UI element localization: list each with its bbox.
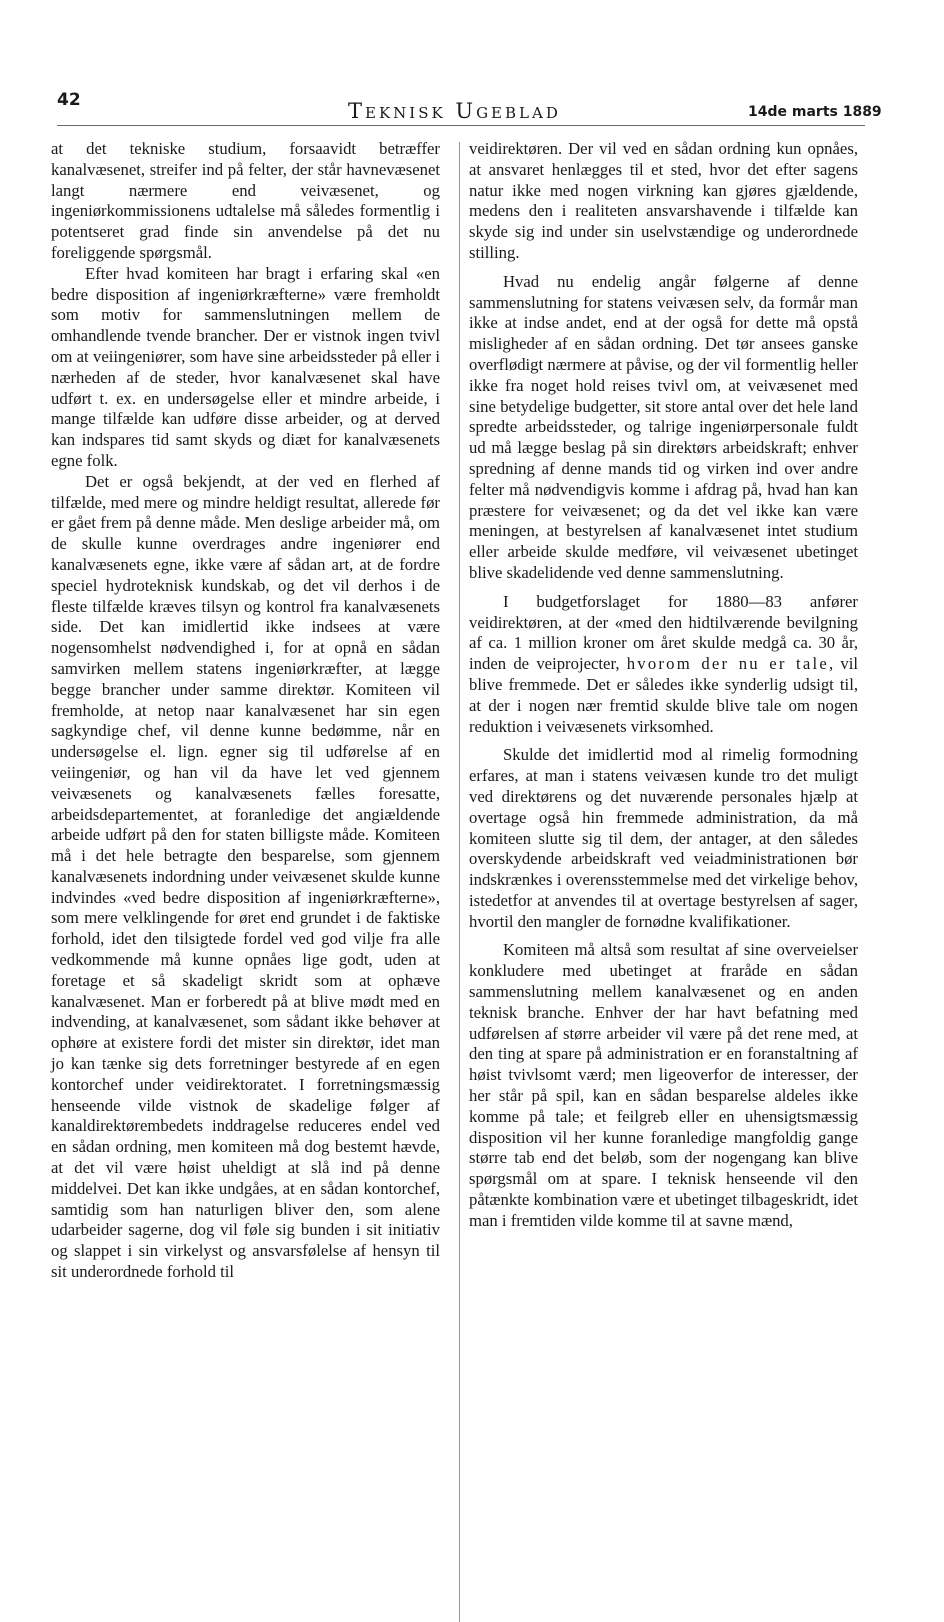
left-paragraph-1: at det tekniske studium, forsaavidt betræffer kanalvæsenet, streifer ind på felter, der står havnevæsenet langt nærmere end veivæsenet, og ingeniørkommissionens udtalelse må således formentlig i potentseret grad finde sin anvendelse på det nu foreliggende spørgsmål. (51, 139, 440, 262)
right-paragraph-1: veidirektøren. Der vil ved en sådan ordning kun opnåes, at ansvaret henlægges til et sted, hvor det efter sagens natur ikke med nogen virkning kan gjøres gjældende, medens den i realiteten ansvarshavende i tilfælde kan skyde sig ind under sin uselvstændige og underordnede stilling. (469, 139, 858, 262)
left-column (51, 139, 440, 1283)
right-column (469, 139, 858, 1232)
issue-date: 14de marts 1889 (748, 104, 882, 120)
left-paragraph-3: Det er også bekjendt, at der ved en flerhed af tilfælde, med mere og mindre heldigt resultat, allerede før er gået frem på denne måde. Men deslige arbeider må, om de skulle kunne overdrages andre ingeniører end kanalvæsenets egne, ikke være af sådan art, at de fordre speciel hydroteknisk kundskab, og det vil derhos i de fleste tilfælde kræves tilsyn og kontrol fra kanalvæsenets side. Det kan imidlertid ikke indsees at være nogensomhelst nødvendighed i, for at opnå en sådan samvirken mellem statens ingeniørkræfter, at lægge begge brancher under samme direktør. Komiteen vil fremholde, at netop naar kanalvæsenet har sin egen sagkyndige chef, vil denne kunne bedømme, når en undersøgelse el. lign. egner sig til udførelse af en veiingeniør, og han vil da have let ved gjennem veivæsenets og kanalvæsenets fælles foresatte, arbeidsdepartementet, at foranledige det angiældende arbeide udført på den for staten billigste måde. Komiteen må i det hele betragte den besparelse, som gjennem kanalvæsenets indordning under veivæsenet skulde kunne indvindes «ved bedre disposition af ingeniørkræfterne», som mere velklingende for øret end grundet i de faktiske forhold, idet den tilsigtede fordel ved god vilje fra alle vedkommende må kunne opnåes lige godt, uden at foretage et så skadeligt skridt som at ophæve kanalvæsenet. Man er forberedt på at blive mødt med en indvending, at kanalvæsenet, som sådant ikke behøver at ophøre at existere fordi det mister sin direktør, idet man jo kan tænke sig dets forretninger bestyrede af en egen kontorchef under veidirektoratet. I forretningsmæssig henseende vilde vistnok de skadelige følger af kanaldirektørembedets inddragelse reduceres endel ved en sådan ordning, men komiteen må dog bestemt hævde, at det vil være høist uheldigt at slå ind på denne middelvei. Det kan ikke undgåes, at en sådan kontorchef, samtidig som han naturligen bliver den, som alene udarbeider sagerne, dog vil føle sig bunden i sit initiativ og slappet i sin virkelyst og ansvarsfølelse af hensyn til sit underordnede forhold til (51, 471, 440, 1282)
right-paragraph-4: Skulde det imidlertid mod al rimelig formodning erfares, at man i statens veivæsen kunde tro det muligt ved direktørens og det nuværende personales hjælp at overtage også hin fremmede administration, da må komiteen slutte sig til dem, der antager, at den således overskydende arbeidskraft ved veiadministrationen bør indskrænkes i overensstemmelse med det virkelige behov, istedetfor at anvendes til at overtage bestyrelsen af sager, hvortil den mangler de fornødne kvalifikationer. (469, 745, 858, 931)
header-rule (57, 125, 865, 126)
right-paragraph-2: Hvad nu endelig angår følgerne af denne sammenslutning for statens veivæsen selv, da formår man ikke at indse andet, end at der også for dette må opstå misligheder af en sådan ordning. Det tør ansees ganske overflødigt nærmere at påvise, og der vil formentlig heller ikke fra noget hold reises tvivl om, at veivæsenet med sine betydelige budgetter, sit store antal over det hele land spredte arbeidssteder, og talrige ingeniørpersonale fuldt ud må lægge beslag på sin direktørs arbeidskraft; enhver spredning af denne mands tid og virken ind over andre felter må nødvendigvis komme i afdrag på, hvad han kan præstere for veivæsenet; og da det vel ikke kan være meningen, at bestyrelsen af kanalvæsenet intet studium eller arbeide skulde medføre, vil veivæsenet ubetinget blive skadelidende ved denne sammenslutning. (469, 271, 858, 582)
right-paragraph-3 (469, 592, 858, 738)
right-paragraph-3-end: , vil blive fremmede. Det er således ikke synderlig udsigt til, at der i nogen nær fremtid skulde blive tale om nogen reduktion i veivæsenets virksomhed. (469, 654, 858, 736)
page-number: 42 (57, 90, 81, 110)
right-paragraph-5: Komiteen må altså som resultat af sine overveielser konkludere med ubetinget at fraråde en sådan sammenslutning mellem kanalvæsenet og en anden teknisk branche. Enhver der har havt befatning med udførelsen af større arbeider vil være på det rene med, at den ting at spare på administration er en foranstaltning af høist tvivlsomt værd; men ligeoverfor de interesser, der her står på spil, kan en sådan besparelse aldeles ikke komme på tale; et feilgreb eller en uhensigtsmæssig disposition vil her kunne foranledige mangfoldig gange større tab end det beløb, som der nogengang kan blive spørgsmål om at spare. I teknisk henseende vil den påtænkte kombination være et ubetinget tilbageskridt, idet man i fremtiden vilde komme til at savne mænd, (469, 940, 858, 1230)
right-paragraph-3-start: I budgetforslaget for 1880—83 anfører veidirektøren, at der «med den hidtilværende bevilgning af ca. 1 million kroner om året skulde medgå ca. 30 år, inden de veiprojecter, (469, 591, 858, 674)
column-divider (459, 142, 460, 1622)
journal-title: Teknisk Ugeblad (348, 99, 561, 123)
spaced-emphasis: hvorom der nu er tale (626, 654, 829, 674)
left-paragraph-2: Efter hvad komiteen har bragt i erfaring skal «en bedre disposition af ingeniørkræfterne» være fremholdt som motiv for sammenslutningen mellem de omhandlende tvende brancher. Der er vistnok ingen tvivl om at veiingeniører, som have sine arbeidssteder på eller i nærheden af de steder, hvor kanalvæsenet skal have udført t. ex. en undersøgelse eller et mindre arbeide, i mange tilfælde kan udføre disse arbeider, og at derved kan indspares tid samt skyds og diæt for kanalvæsenets egne folk. (51, 263, 440, 470)
